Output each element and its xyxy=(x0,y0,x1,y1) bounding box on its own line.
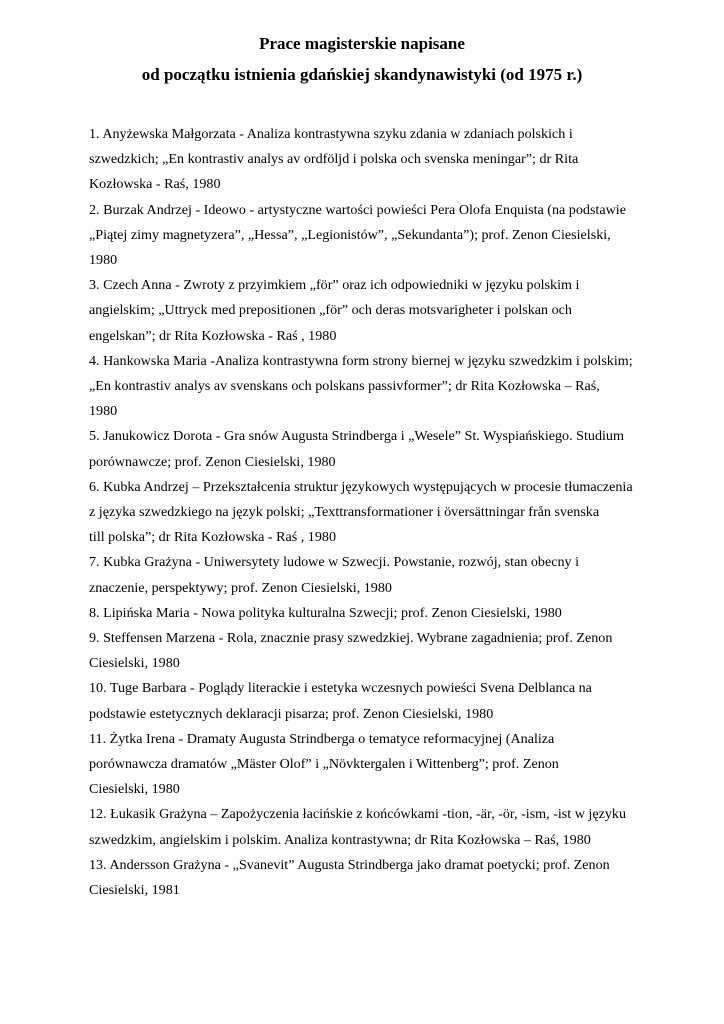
entry-line: 13. Andersson Grażyna - „Svanevit” Augusta Strindberga jako dramat poetycki; prof. Zenon xyxy=(89,856,610,873)
entry-line: till polska”; dr Rita Kozłowska - Raś , 1980 xyxy=(89,529,336,546)
entry-line: 10. Tuge Barbara - Poglądy literackie i estetyka wczesnych powieści Svena Delblanca na xyxy=(89,680,592,697)
page-subtitle: od początku istnienia gdańskiej skandynawistyki (od 1975 r.) xyxy=(141,65,583,84)
entry-line: Kozłowska - Raś, 1980 xyxy=(89,176,221,193)
list-item xyxy=(89,802,664,852)
entry-line: „Piątej zimy magnetyzera”, „Hessa”, „Legionistów”, „Sekundanta”); prof. Zenon Ciesielski, xyxy=(89,226,611,243)
entry-line: 12. Łukasik Grażyna – Zapożyczenia łacińskie z końcówkami -tion, -är, -ör, -ism, -ist w języku xyxy=(89,806,626,823)
entry-line: 3. Czech Anna - Zwroty z przyimkiem „för” oraz ich odpowiedniki w języku polskim i xyxy=(89,277,580,294)
entry-line: 6. Kubka Andrzej – Przekształcenia struktur językowych występujących w procesie tłumaczenia xyxy=(89,478,633,495)
list-item xyxy=(89,601,664,626)
entry-line: 2. Burzak Andrzej - Ideowo - artystyczne wartości powieści Pera Olofa Enquista (na podstawie xyxy=(89,201,626,218)
list-item xyxy=(89,550,664,600)
entry-line: podstawie estetycznych deklaracji pisarza; prof. Zenon Ciesielski, 1980 xyxy=(89,705,494,722)
entry-line: 8. Lipińska Maria - Nowa polityka kulturalna Szwecji; prof. Zenon Ciesielski, 1980 xyxy=(89,604,562,621)
page-title: Prace magisterskie napisane xyxy=(259,34,465,53)
list-item xyxy=(89,349,664,425)
list-item xyxy=(89,676,664,726)
entry-line: angielskim; „Uttryck med prepositionen „för” och deras motsvarigheter i polskan och xyxy=(89,302,572,319)
entry-line: 5. Janukowicz Dorota - Gra snów Augusta Strindberga i „Wesele” St. Wyspiańskiego. Studium xyxy=(89,428,624,445)
entry-line: Ciesielski, 1980 xyxy=(89,781,180,798)
entry-line: szwedzkim, angielskim i polskim. Analiza kontrastywna; dr Rita Kozłowska – Raś, 1980 xyxy=(89,831,591,848)
entry-line: 1980 xyxy=(89,252,118,269)
entry-line: „En kontrastiv analys av svenskans och polskans passivformer”; dr Rita Kozłowska – Raś, xyxy=(89,378,600,395)
entry-line: z języka szwedzkiego na język polski; „Texttransformationer i översättningar från svenska xyxy=(89,504,600,521)
entry-line: 4. Hankowska Maria -Analiza kontrastywna form strony biernej w języku szwedzkim i polskim; xyxy=(89,352,633,369)
list-item xyxy=(89,198,664,274)
entry-line: porównawcze; prof. Zenon Ciesielski, 1980 xyxy=(89,453,336,470)
entry-line: Ciesielski, 1981 xyxy=(89,882,180,899)
list-item xyxy=(89,626,664,676)
thesis-list xyxy=(89,122,664,903)
entry-line: porównawcza dramatów „Mäster Olof” i „Növktergalen i Wittenberg”; prof. Zenon xyxy=(89,756,559,773)
entry-line: 1. Anyżewska Małgorzata - Analiza kontrastywna szyku zdania w zdaniach polskich i xyxy=(89,126,573,142)
entry-line: szwedzkich; „En kontrastiv analys av ordföljd i polska och svenska meningar”; dr Rita xyxy=(89,151,579,168)
list-item xyxy=(89,727,664,803)
list-item xyxy=(89,424,664,474)
list-item xyxy=(89,122,664,198)
entry-line: 7. Kubka Grażyna - Uniwersytety ludowe w Szwecji. Powstanie, rozwój, stan obecny i xyxy=(89,554,580,571)
entry-line: 9. Steffensen Marzena - Rola, znacznie prasy szwedzkiej. Wybrane zagadnienia; prof. Zenon xyxy=(89,630,613,647)
list-item xyxy=(89,273,664,349)
entry-line: Ciesielski, 1980 xyxy=(89,655,180,672)
entry-line: 11. Żytka Irena - Dramaty Augusta Strindberga o tematyce reformacyjnej (Analiza xyxy=(89,730,555,747)
list-item xyxy=(89,853,664,903)
entry-line: 1980 xyxy=(89,403,118,420)
entry-line: engelskan”; dr Rita Kozłowska - Raś , 1980 xyxy=(89,327,337,344)
list-item xyxy=(89,475,664,551)
entry-line: znaczenie, perspektywy; prof. Zenon Ciesielski, 1980 xyxy=(89,579,392,596)
